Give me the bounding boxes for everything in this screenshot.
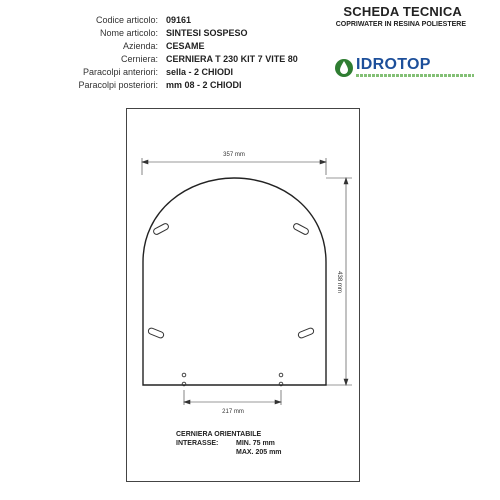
header-title: SCHEDA TECNICA: [343, 4, 462, 19]
spec-label: Nome articolo:: [99, 28, 158, 38]
bumper-slot: [297, 327, 314, 339]
header-subtitle: COPRIWATER IN RESINA POLIESTERE: [335, 21, 466, 28]
hinge-min-value: MIN. 75 mm: [236, 440, 275, 447]
hinge-holes: [182, 373, 283, 386]
spec-value: SINTESI SOSPESO: [166, 28, 248, 38]
hinge-hole: [182, 373, 186, 377]
spec-value: CESAME: [166, 41, 205, 51]
hinge-spacing-label: 217 mm: [222, 409, 244, 415]
spec-value: sella - 2 CHIODI: [166, 67, 234, 77]
spec-label: Paracolpi posteriori:: [78, 80, 158, 90]
spec-value: mm 08 - 2 CHIODI: [166, 80, 242, 90]
bumper-slots: [147, 223, 314, 339]
width-dimension: [142, 158, 326, 175]
hinge-note-min-row: [176, 439, 282, 448]
seat-outline: [143, 178, 326, 385]
bumper-slot: [147, 327, 164, 339]
spec-label: Cerniera:: [120, 54, 158, 64]
height-label: 438 mm: [336, 271, 342, 293]
hinge-note-max-row: [176, 448, 282, 457]
hinge-indent: [176, 448, 236, 457]
spec-label: Azienda:: [122, 41, 158, 51]
hinge-hole: [279, 373, 283, 377]
hinge-spacing-dimension: [184, 390, 281, 405]
interasse-label: INTERASSE:: [176, 440, 219, 447]
width-label: 357 mm: [223, 152, 245, 158]
hinge-max-value: MAX. 205 mm: [236, 449, 282, 456]
hinge-note-title: CERNIERA ORIENTABILE: [176, 431, 262, 438]
bumper-slot: [293, 223, 310, 236]
logo-text: IDROTOP: [356, 56, 431, 73]
spec-value: 09161: [166, 15, 192, 25]
hinge-note: [176, 430, 282, 457]
spec-value: CERNIERA T 230 KIT 7 VITE 80: [166, 54, 298, 64]
spec-label: Codice articolo:: [95, 15, 158, 25]
spec-label: Paracolpi anteriori:: [82, 67, 158, 77]
bumper-slot: [153, 223, 170, 236]
